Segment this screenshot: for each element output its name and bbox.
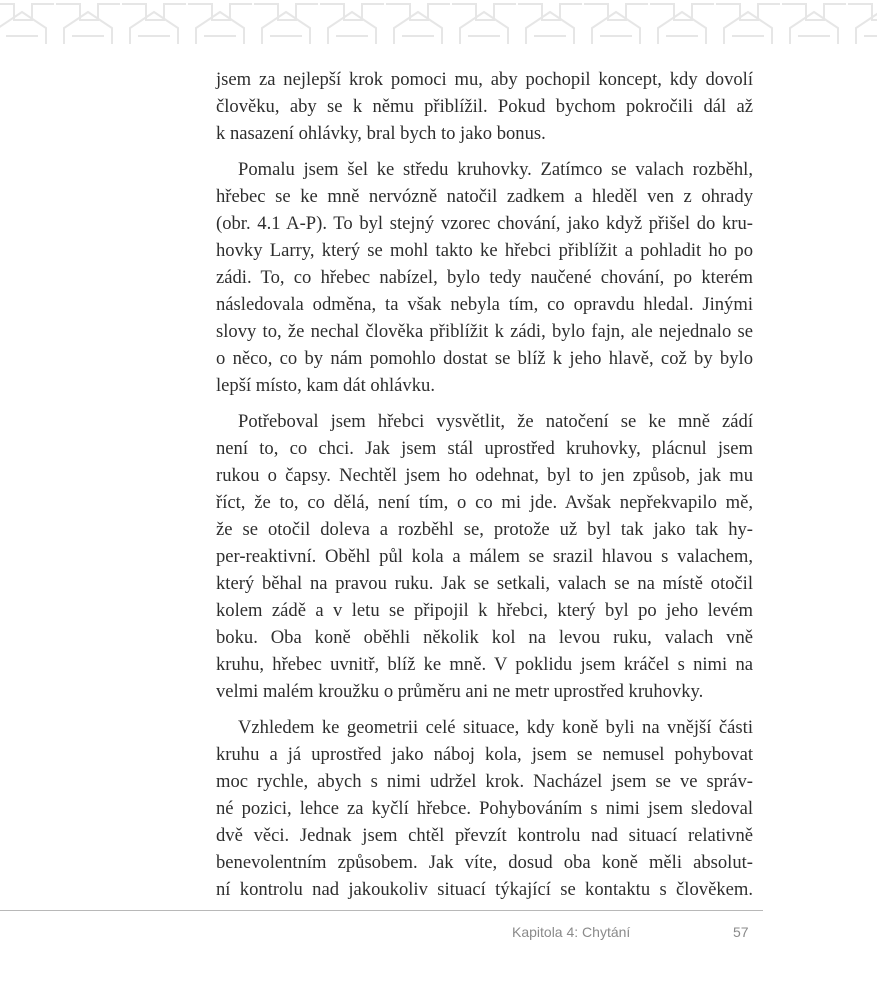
text-line: že se otočil doleva a rozběhl se, protože už byl tak jako tak hy- xyxy=(216,519,753,540)
pattern-motif xyxy=(56,4,120,44)
pattern-motif xyxy=(254,4,318,44)
text-line: hovky Larry, který se mohl takto ke hřebci přiblížit a pohladit ho po xyxy=(216,240,753,261)
pattern-motif xyxy=(452,4,516,44)
page-number: 57 xyxy=(733,924,749,940)
text-line: Potřeboval jsem hřebci vysvětlit, že natočení se ke mně zádí xyxy=(238,411,753,432)
text-line: rukou o čapsy. Nechtěl jsem ho odehnat, byl to jen způsob, jak mu xyxy=(216,465,753,486)
text-line: říct, že to, co dělá, není tím, o co mi jde. Avšak nepřekvapilo mě, xyxy=(216,492,753,513)
text-line: né pozici, lehce za kyčlí hřebce. Pohybováním s nimi jsem sledoval xyxy=(216,798,753,819)
text-line: velmi malém kroužku o průměru ani ne metr uprostřed kruhovky. xyxy=(216,681,704,702)
text-line: člověku, aby se k němu přiblížil. Pokud bychom pokročili dál až xyxy=(216,96,753,117)
pattern-motif xyxy=(0,4,54,44)
pattern-motif xyxy=(716,4,780,44)
text-line: který běhal na pravou ruku. Jak se setkali, valach se na místě otočil xyxy=(216,573,753,594)
pattern-motif xyxy=(518,4,582,44)
text-line: dvě věci. Jednak jsem chtěl převzít kontrolu nad situací relativně xyxy=(216,825,753,846)
paragraph xyxy=(216,714,753,903)
text-line: lepší místo, kam dát ohlávku. xyxy=(216,375,435,396)
text-line: per-reaktivní. Oběhl půl kola a málem se srazil hlavou s valachem, xyxy=(216,546,753,567)
text-line: slovy to, že nechal člověka přiblížit k zádi, bylo fajn, ale nejednalo se xyxy=(216,321,753,342)
text-line: (obr. 4.1 A-P). To byl stejný vzorec chování, jako když přišel do kru- xyxy=(216,213,753,234)
body-text xyxy=(216,66,753,912)
paragraph xyxy=(216,408,753,705)
pattern-motif xyxy=(848,4,877,44)
text-line: Vzhledem ke geometrii celé situace, kdy koně byli na vnější části xyxy=(238,717,753,738)
text-line: jsem za nejlepší krok pomoci mu, aby pochopil koncept, kdy dovolí xyxy=(216,69,753,90)
pattern-motif xyxy=(386,4,450,44)
text-line: benevolentním způsobem. Jak víte, dosud oba koně měli absolut- xyxy=(216,852,753,873)
text-line: boku. Oba koně oběhli několik kol na levou ruku, valach vně xyxy=(216,627,753,648)
pattern-motif xyxy=(782,4,846,44)
text-line: k nasazení ohlávky, bral bych to jako bonus. xyxy=(216,123,546,144)
text-line: Pomalu jsem šel ke středu kruhovky. Zatímco se valach rozběhl, xyxy=(238,159,753,180)
text-line: moc rychle, abych s nimi udržel krok. Nacházel jsem se ve správ- xyxy=(216,771,753,792)
text-line: hřebec se ke mně nervózně natočil zadkem a hleděl ven z ohrady xyxy=(216,186,753,207)
text-line: kolem zádě a v letu se připojil k hřebci, který byl po jeho levém xyxy=(216,600,753,621)
pattern-motif xyxy=(650,4,714,44)
text-line: kruhu, hřebec uvnitř, blíž ke mně. V poklidu jsem kráčel s nimi na xyxy=(216,654,753,675)
pattern-motif xyxy=(320,4,384,44)
pattern-motif xyxy=(584,4,648,44)
text-line: ní kontrolu nad jakoukoliv situací týkající se kontaktu s člověkem. xyxy=(216,879,753,900)
text-line: o něco, co by nám pomohlo dostat se blíž k jeho hlavě, což by bylo xyxy=(216,348,753,369)
paragraph xyxy=(216,156,753,399)
text-line: kruhu a já uprostřed jako náboj kola, jsem se nemusel pohybovat xyxy=(216,744,753,765)
text-line: není to, co chci. Jak jsem stál uprostřed kruhovky, plácnul jsem xyxy=(216,438,753,459)
pattern-motif xyxy=(122,4,186,44)
decorative-header-pattern xyxy=(0,0,877,48)
running-footer-chapter: Kapitola 4: Chytání xyxy=(512,924,631,940)
text-line: zádi. To, co hřebec nabízel, bylo tedy naučené chování, po kterém xyxy=(216,267,753,288)
footer-divider xyxy=(0,910,763,911)
pattern-motif xyxy=(188,4,252,44)
text-line: následovala odměna, ta však nebyla tím, co opravdu hledal. Jinými xyxy=(216,294,753,315)
paragraph xyxy=(216,66,753,147)
